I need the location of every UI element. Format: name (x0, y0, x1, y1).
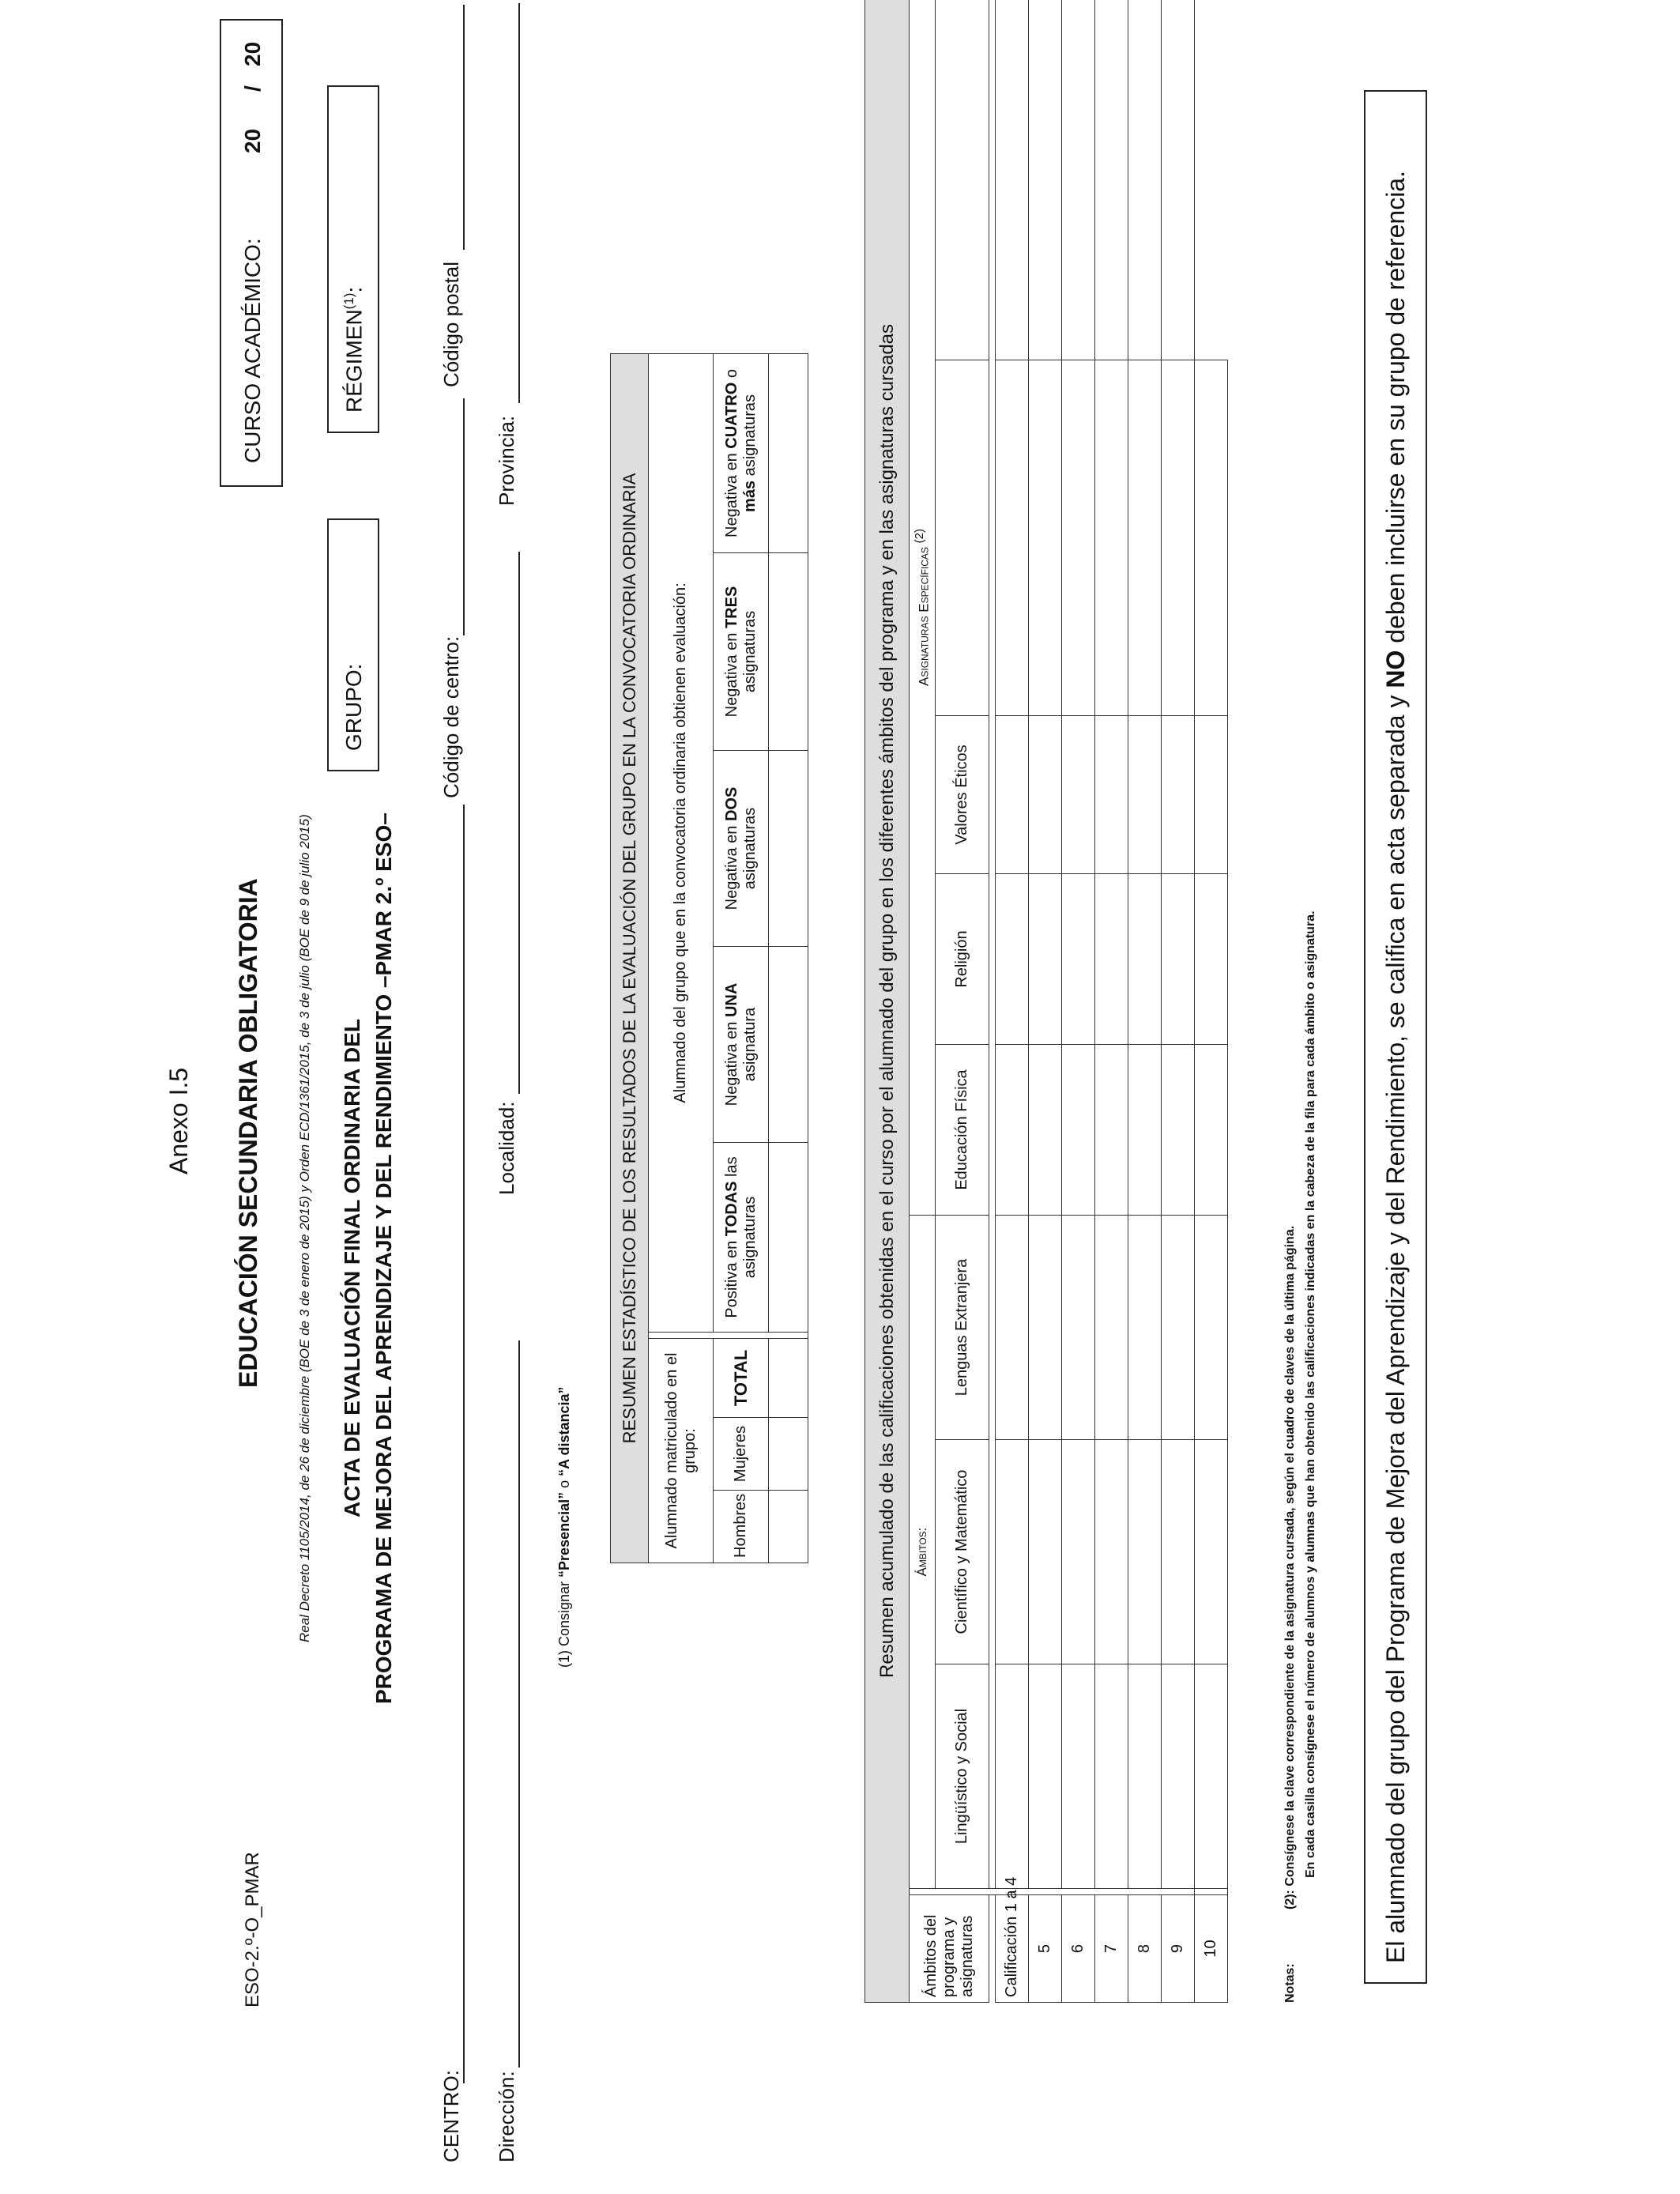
centro-label: CENTRO: (439, 2070, 463, 2162)
total-count-cell[interactable] (769, 1339, 808, 1418)
subject-linguistico: Lingüístico y Social (936, 1664, 989, 1889)
grade-cell[interactable] (996, 1045, 1029, 1216)
grade-cell[interactable] (1195, 874, 1228, 1045)
col-men: Hombres (714, 1491, 769, 1563)
subject-cientifico: Científico y Matemático (936, 1440, 989, 1664)
subject-lenguas-extranjera: Lenguas Extranjera (936, 1216, 989, 1440)
direccion-field[interactable] (518, 1340, 520, 2068)
grade-cell[interactable] (1195, 1889, 1228, 1895)
grade-cell[interactable] (1128, 360, 1162, 716)
course-year-end[interactable]: 20 (240, 41, 265, 66)
group-label: GRUPO: (341, 663, 366, 751)
grade-cell[interactable] (1095, 1664, 1128, 1889)
course-year-box (220, 19, 283, 487)
grades-gap-row (989, 360, 996, 2003)
enrolled-header: Alumnado matriculado en el grupo: (649, 1339, 714, 1563)
grade-cell[interactable] (1029, 1440, 1062, 1664)
evaluated-header: Alumnado del grupo que en la convocatoria ordinaria obtienen evaluación: (649, 353, 714, 1332)
grades-gap-column (910, 1889, 1195, 1895)
grade-cell[interactable] (1029, 874, 1062, 1045)
subject-educacion-fisica: Educación Física (936, 1045, 989, 1216)
summary-title: RESUMEN ESTADÍSTICO DE LOS RESULTADOS DE LA EVALUACIÓN DEL GRUPO EN LA CONVOCATORIA ORDINARIA (611, 353, 649, 1563)
negative-one-cell[interactable] (769, 947, 808, 1143)
grade-cell[interactable] (1128, 1045, 1162, 1216)
grade-cell[interactable] (1062, 874, 1095, 1045)
grade-cell[interactable] (1162, 874, 1195, 1045)
grade-cell[interactable] (1162, 1216, 1195, 1440)
provincia-field[interactable] (518, 3, 520, 403)
grade-cell[interactable] (1095, 1216, 1128, 1440)
grade-cell[interactable] (996, 1440, 1029, 1664)
grade-row (1195, 0, 1228, 2003)
grade-row (1128, 0, 1162, 2003)
grade-cell[interactable] (1095, 1440, 1128, 1664)
codigo-centro-label: Código de centro: (439, 635, 463, 798)
grade-cell[interactable] (1029, 1045, 1062, 1216)
ambitos-header: Ámbitos: (910, 1216, 936, 1889)
grade-row (1029, 0, 1062, 2003)
col-women: Mujeres (714, 1418, 769, 1491)
provincia-label: Provincia: (495, 415, 518, 506)
footnote-regime: (1) Consignar “Presencial” o “A distancia” (556, 1386, 572, 1668)
grade-cell[interactable] (1128, 1216, 1162, 1440)
grade-cell[interactable] (1162, 1440, 1195, 1664)
especificas-header: Asignaturas Específicas $^{(2)}$ (910, 0, 936, 1216)
grade-cell[interactable] (1029, 1216, 1062, 1440)
grade-row (996, 0, 1029, 2003)
grade-cell[interactable] (1195, 360, 1228, 716)
grade-cell[interactable] (996, 0, 1029, 360)
grade-cell[interactable] (1095, 360, 1128, 716)
course-year-start[interactable]: 20 (240, 128, 265, 153)
col-negative-two: Negativa en DOS asignaturas (714, 751, 769, 947)
grade-cell[interactable] (1128, 716, 1162, 874)
act-title-line2: PROGRAMA DE MEJORA DEL APRENDIZAJE Y DEL RENDIMIENTO –PMAR 2.º ESO– (371, 812, 396, 1704)
grade-cell[interactable] (996, 1664, 1029, 1889)
grade-cell[interactable] (996, 1216, 1029, 1440)
note-3: En cada casilla consígnese el número de alumnos y alumnas que han obtenido las calificaciones indicadas en la cabeza de la fila para cada ámbito o asignatura. (1304, 910, 1317, 1878)
subject-religion: Religión (936, 874, 989, 1045)
main-title: EDUCACIÓN SECUNDARIA OBLIGATORIA (234, 878, 262, 1388)
grade-row-label: 8 (1128, 1895, 1162, 2003)
subject-valores-eticos: Valores Éticos (936, 716, 989, 874)
localidad-field[interactable] (518, 552, 520, 1094)
positive-all-cell[interactable] (769, 1143, 808, 1333)
grade-cell[interactable] (1029, 1664, 1062, 1889)
doc-code: ESO-2.º-O_PMAR (242, 1852, 263, 2007)
grade-row (1162, 0, 1195, 2003)
grade-cell[interactable] (1062, 1664, 1095, 1889)
grades-title: Resumen acumulado de las calificaciones obtenidas en el curso por el alumnado del grupo en los diferentes ámbitos del programa y en las asignaturas cursadas (865, 0, 910, 2003)
col-positive-all: Positiva en TODAS las asignaturas (714, 1143, 769, 1333)
grade-cell[interactable] (1195, 1045, 1228, 1216)
regime-box[interactable] (327, 85, 379, 433)
course-label: CURSO ACADÉMICO: (240, 238, 265, 463)
negative-two-cell[interactable] (769, 751, 808, 947)
summary-table (610, 353, 808, 1563)
grade-cell[interactable] (1195, 1440, 1228, 1664)
grade-cell[interactable] (1195, 1216, 1228, 1440)
annex-label: Anexo I.5 (164, 1067, 193, 1174)
grade-cell[interactable] (996, 360, 1029, 716)
codigo-postal-field[interactable] (463, 5, 465, 250)
women-count-cell[interactable] (769, 1418, 808, 1491)
note-2: (2): Consígnese la clave correspondiente de la asignatura cursada, según el cuadro de claves de la última página. (1283, 1225, 1297, 1909)
grade-cell[interactable] (996, 874, 1029, 1045)
grade-cell[interactable] (1062, 1045, 1095, 1216)
grade-cell[interactable] (1162, 1664, 1195, 1889)
grades-corner-header: Ámbitos del programa y asignaturas (910, 1895, 989, 2003)
direccion-label: Dirección: (495, 2071, 518, 2162)
centro-field[interactable] (463, 805, 465, 2083)
summary-gap-column (649, 1333, 808, 1339)
grade-cell[interactable] (1029, 716, 1062, 874)
legal-reference: Real Decreto 1105/2014, de 26 de diciembre (BOE de 3 de enero de 2015) y Orden ECD/1361/2015, de 3 de julio (BOE de 9 de julio 2015) (297, 814, 312, 1642)
grade-cell[interactable] (1029, 0, 1062, 360)
grade-cell[interactable] (1062, 1216, 1095, 1440)
act-title-line1: ACTA DE EVALUACIÓN FINAL ORDINARIA DEL (340, 1018, 364, 1517)
codigo-centro-field[interactable] (463, 398, 465, 635)
grade-cell[interactable] (1062, 1440, 1095, 1664)
grade-cell[interactable] (1162, 0, 1195, 360)
grade-cell[interactable] (1128, 1664, 1162, 1889)
grade-row-label: Calificación 1 a 4 (996, 1895, 1029, 2003)
codigo-postal-label: Código postal (439, 262, 463, 387)
col-negative-four: Negativa en CUATRO o más asignaturas (714, 353, 769, 552)
grades-table (864, 0, 1228, 2003)
grade-row (1062, 0, 1095, 2003)
grade-row-label: 6 (1062, 1895, 1095, 2003)
grade-cell[interactable] (1062, 360, 1095, 716)
course-year-separator: / (240, 85, 265, 92)
grade-cell[interactable] (1095, 0, 1128, 360)
grade-cell[interactable] (1095, 716, 1128, 874)
grade-cell[interactable] (1195, 716, 1228, 874)
col-negative-three: Negativa en TRES asignaturas (714, 553, 769, 751)
grade-cell[interactable] (1029, 360, 1062, 716)
grade-row-label: 10 (1195, 1895, 1228, 2003)
men-count-cell[interactable] (769, 1491, 808, 1563)
grade-cell[interactable] (996, 716, 1029, 874)
grade-cell[interactable] (1162, 360, 1195, 716)
regime-label: RÉGIMEN$^{(1)}$: (341, 286, 367, 413)
subject-blank-2[interactable] (936, 0, 989, 360)
subjects-header-row (936, 0, 989, 2003)
col-total: TOTAL (714, 1339, 769, 1418)
separate-act-text: El alumnado del grupo del Programa de Mejora del Aprendizaje y del Rendimiento, se califica en acta separada y NO deben incluirse en su grupo de referencia. (1381, 171, 1410, 1963)
grade-row-label: 5 (1029, 1895, 1062, 2003)
separate-act-notice (1364, 90, 1427, 1984)
grade-cell[interactable] (1062, 716, 1095, 874)
localidad-label: Localidad: (495, 1101, 518, 1195)
col-negative-one: Negativa en UNA asignatura (714, 947, 769, 1143)
grade-row-label: 7 (1095, 1895, 1128, 2003)
grade-cell[interactable] (1095, 874, 1128, 1045)
grade-cell[interactable] (1128, 1440, 1162, 1664)
group-box[interactable] (327, 518, 379, 771)
grade-cell[interactable] (1195, 1664, 1228, 1889)
notes-label: Notas: (1283, 1963, 1297, 2003)
grade-cell[interactable] (1128, 874, 1162, 1045)
grade-cell[interactable] (1095, 1045, 1128, 1216)
negative-three-cell[interactable] (769, 553, 808, 751)
grade-row (1095, 0, 1128, 2003)
grade-cell[interactable] (1162, 716, 1195, 874)
grade-cell[interactable] (1128, 0, 1162, 360)
grade-cell[interactable] (1062, 0, 1095, 360)
negative-four-cell[interactable] (769, 353, 808, 552)
grade-cell[interactable] (1162, 1045, 1195, 1216)
grade-row-label: 9 (1162, 1895, 1195, 2003)
subject-blank-1[interactable] (936, 360, 989, 716)
